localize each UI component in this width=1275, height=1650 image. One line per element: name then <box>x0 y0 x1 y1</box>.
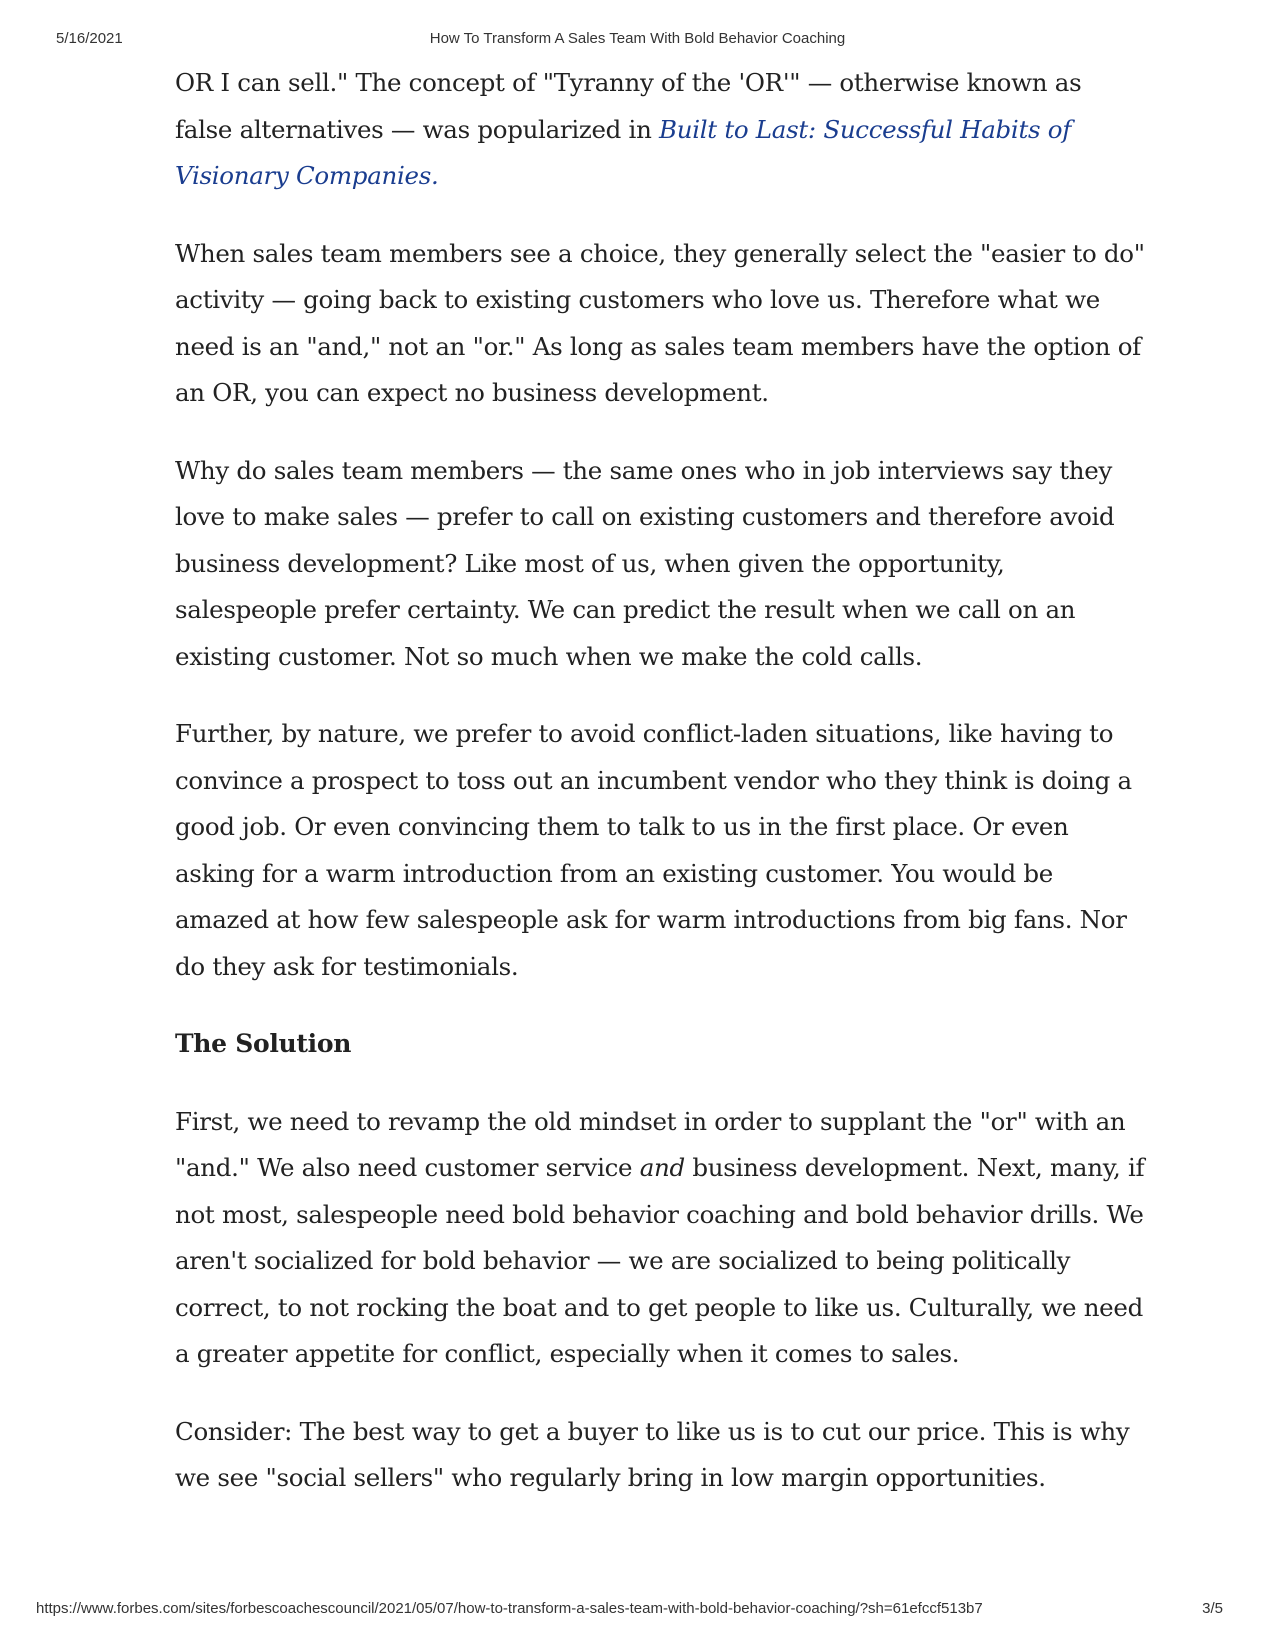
book-link[interactable]: Built to Last: Successful Habits of Visionary Companies. <box>175 114 1071 190</box>
page-number: 3/5 <box>1202 1600 1223 1617</box>
print-header <box>0 30 1275 52</box>
section-heading: The Solution <box>175 1029 352 1058</box>
print-url: https://www.forbes.com/sites/forbescoachescouncil/2021/05/07/how-to-transform-a-sales-team-with-bold-behavior-coaching/?sh=61efccf513b7 <box>36 1600 983 1617</box>
paragraph: Why do sales team members — the same ones who in job interviews say they love to make sales — prefer to call on existing customers and therefore avoid business development? Like most of us, when given the opportunity, salespeople prefer certainty. We can predict the result when we call on an existing customer. Not so much when we make the cold calls. <box>175 455 1115 671</box>
article-body <box>175 60 1145 1533</box>
paragraph-text: First, we need to revamp the old mindset in order to supplant the "or" with an "and." We also need customer service <box>175 1106 1126 1182</box>
paragraph <box>175 1099 1145 1378</box>
emphasis-text: and <box>639 1153 685 1182</box>
print-date: 5/16/2021 <box>56 30 123 47</box>
print-title: How To Transform A Sales Team With Bold Behavior Coaching <box>429 30 846 47</box>
paragraph: When sales team members see a choice, they generally select the "easier to do" activity — going back to existing customers who love us. Therefore what we need is an "and," not an "or." As long as sales team members have the option of an OR, you can expect no business development. <box>175 238 1145 407</box>
paragraph-text: business development. Next, many, if not most, salespeople need bold behavior coaching and bold behavior drills. We aren't socialized for bold behavior — we are socialized to being politically correct, to not rocking the boat and to get people to like us. Culturally, we need a greater appetite for conflict, especially when it comes to sales. <box>175 1153 1145 1368</box>
print-footer <box>0 1600 1275 1622</box>
paragraph <box>175 60 1145 200</box>
paragraph: Consider: The best way to get a buyer to like us is to cut our price. This is why we see "social sellers" who regularly bring in low margin opportunities. <box>175 1416 1130 1492</box>
paragraph-text: OR I can sell." The concept of "Tyranny of the 'OR'" — otherwise known as false alternatives — was popularized in <box>175 68 1082 144</box>
paragraph: Further, by nature, we prefer to avoid conflict-laden situations, like having to convince a prospect to toss out an incumbent vendor who they think is doing a good job. Or even convincing them to talk to us in the first place. Or even asking for a warm introduction from an existing customer. You would be amazed at how few salespeople ask for warm introductions from big fans. Nor do they ask for testimonials. <box>175 719 1132 981</box>
